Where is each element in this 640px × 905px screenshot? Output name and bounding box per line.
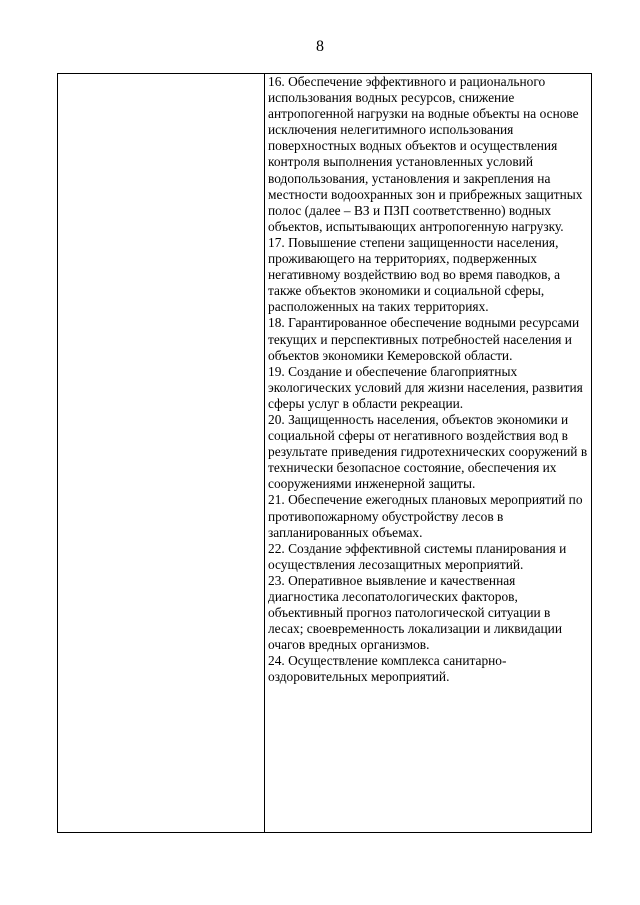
list-item: 18. Гарантированное обеспечение водными ресурсами текущих и перспективных потребностей населения и объектов экономики Кемеровской области. <box>268 315 580 363</box>
left-cell <box>58 74 265 833</box>
expected-results-list <box>265 74 591 686</box>
right-cell <box>265 74 592 833</box>
list-item: 16. Обеспечение эффективного и рационального использования водных ресурсов, снижение антропогенной нагрузки на водные объекты на основе исключения нелегитимного использования поверхностных водных объектов и осуществления контроля выполнения установленных условий водопользования, установления и закрепления на местности водоохранных зон и прибрежных защитных полос (далее – ВЗ и ПЗП соответственно) водных объектов, испытывающих антропогенную нагрузку. <box>268 74 583 234</box>
content-table <box>57 73 592 833</box>
list-item: 20. Защищенность населения, объектов экономики и социальной сферы от негативного воздействия вод в результате приведения гидротехнических сооружений в технически безопасное состояние, обеспечения их сооружениями инженерной защиты. <box>268 411 588 492</box>
list-item: 22. Создание эффективной системы планирования и осуществления лесозащитных мероприятий. <box>268 540 567 572</box>
list-item: 21. Обеспечение ежегодных плановых мероприятий по противопожарному обустройству лесов в запланированных объемах. <box>268 492 583 540</box>
list-item: 23. Оперативное выявление и качественная диагностика лесопатологических факторов, объективный прогноз патологической ситуации в лесах; своевременность локализации и ликвидации очагов вредных организмов. <box>268 572 563 653</box>
table-row <box>58 74 592 833</box>
list-item: 24. Осуществление комплекса санитарно-оздоровительных мероприятий. <box>268 653 507 685</box>
page-number: 8 <box>316 38 324 55</box>
list-item: 19. Создание и обеспечение благоприятных экологических условий для жизни населения, развития сферы услуг в области рекреации. <box>268 363 583 411</box>
list-item: 17. Повышение степени защищенности населения, проживающего на территориях, подверженных негативному воздействию вод во время паводков, а также объектов экономики и социальной сферы, расположенных на таких территориях. <box>268 234 561 315</box>
